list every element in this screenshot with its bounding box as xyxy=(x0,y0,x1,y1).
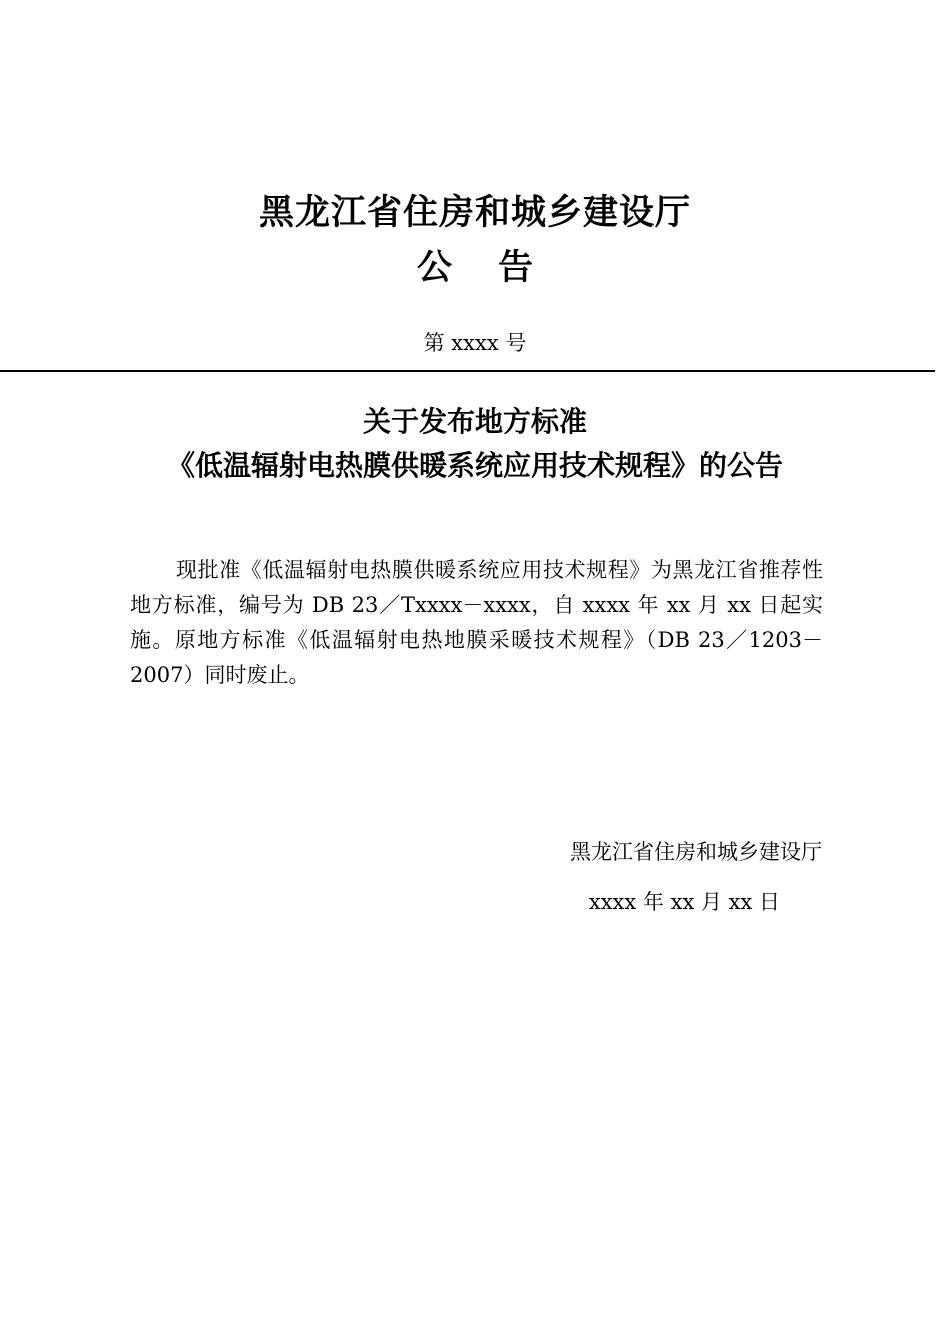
issuing-organization-title: 黑龙江省住房和城乡建设厅 xyxy=(258,193,691,233)
document-number: 第 xxxx 号 xyxy=(423,331,527,355)
signing-organization: 黑龙江省住房和城乡建设厅 xyxy=(570,840,822,864)
header-divider-line xyxy=(0,370,935,372)
issue-date: xxxx 年 xx 月 xx 日 xyxy=(588,890,780,914)
subject-line-1: 关于发布地方标准 xyxy=(362,405,587,438)
announcement-body-paragraph: 现批准《低温辐射电热膜供暖系统应用技术规程》为黑龙江省推荐性地方标准，编号为 DB 23／Txxxx－xxxx，自 xxxx 年 xx 月 xx 日起实施。原地方标准《低温辐射电热地膜采暖技术规程》（DB 23／1203－2007）同时废止。 xyxy=(130,558,823,687)
subject-line-2: 《低温辐射电热膜供暖系统应用技术规程》的公告 xyxy=(166,449,783,482)
announcement-subject xyxy=(0,400,950,488)
document-type-heading: 公告 xyxy=(416,248,579,288)
